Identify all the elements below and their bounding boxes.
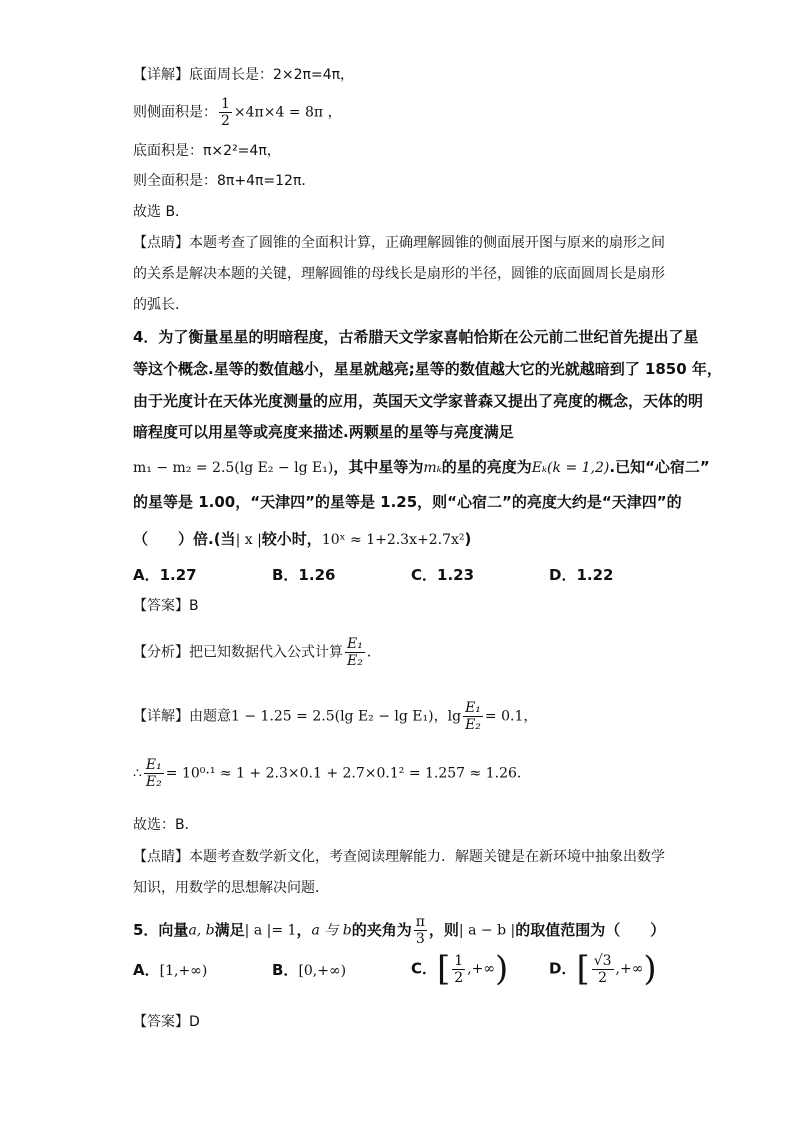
q4-text: .已知“心宿二” [609, 458, 710, 476]
analysis-tag: 【分析】 [133, 644, 189, 661]
frac-den: E₂ [347, 653, 363, 669]
fraction [463, 700, 483, 733]
frac-num: E₁ [347, 636, 363, 652]
q5-math: | a − b | [458, 922, 516, 939]
q5-stem [133, 914, 665, 947]
q5-option-b [272, 963, 346, 978]
option-label: C． [411, 959, 438, 978]
option-value: [0,+∞) [298, 963, 347, 979]
q4-text: ) [464, 530, 472, 548]
answer-tag: 【答案】 [133, 598, 189, 614]
detail-text: 由题意 [189, 708, 231, 725]
q3-total-area-line: 则全面积是：8π+4π=12π． [133, 173, 316, 189]
option-value: ,+∞ [467, 961, 496, 977]
analysis-end: ． [366, 644, 381, 661]
answer-value: B [189, 598, 199, 614]
q4-math: Eₖ(k = 1,2) [531, 460, 610, 476]
q4-text: （ ）倍.(当 [133, 530, 236, 548]
q5-text: 满足 [214, 921, 245, 939]
q4-option-a: A．1.27 [133, 566, 197, 584]
q4-stem-line4: 暗程度可以用星等或亮度来描述.两颗星的星等与亮度满足 [133, 423, 514, 441]
q3-side-area-line [133, 96, 342, 129]
option-label: B． [272, 961, 299, 979]
q4-math: mₖ [423, 460, 442, 476]
therefore-symbol: ∴ [133, 765, 142, 782]
q3-detail-text: 底面周长是：2×2π=4π， [189, 67, 355, 83]
detail-formula: 1 − 1.25 = 2.5(lg E₂ − lg E₁) [231, 708, 434, 725]
q4-option-b: B．1.26 [272, 566, 336, 584]
q5-option-a [133, 963, 207, 978]
q3-choose-line: 故选 B． [133, 204, 190, 220]
frac-num: 1 [454, 952, 464, 969]
fraction [452, 953, 465, 986]
frac-den: E₂ [465, 717, 481, 733]
q4-stem-line1: 4．为了衡量星星的明暗程度，古希腊天文学家喜帕恰斯在公元前二世纪首先提出了星 [133, 328, 699, 346]
q3-side-area-formula: ×4π×4 = 8π ， [233, 104, 342, 121]
q4-detail-line2 [133, 757, 531, 790]
q5-math: | a |= 1 [244, 922, 297, 939]
q5-option-c [411, 949, 509, 989]
frac-num: π [415, 914, 425, 930]
q4-stem-line5 [133, 460, 710, 475]
q4-option-c: C．1.23 [411, 566, 475, 584]
comment-tag: 【点睛】 [133, 849, 189, 865]
q3-side-area-label: 则侧面积是： [133, 104, 217, 121]
q4-math: | x | [235, 532, 262, 548]
frac-den: 3 [415, 931, 425, 947]
q5-text: 的取值范围为（ ） [515, 921, 666, 939]
right-paren: ) [495, 949, 509, 989]
answer-tag: 【答案】 [133, 1014, 189, 1030]
q3-comment-line2: 的关系是解决本题的关键，理解圆锥的母线长是扇形的半径，圆锥的底面圆周长是扇形 [133, 266, 665, 282]
frac-den: 2 [454, 969, 464, 986]
q4-analysis-line [133, 636, 381, 669]
answer-value: D [189, 1014, 200, 1030]
q4-option-d: D．1.22 [549, 566, 614, 584]
q3-comment-line3: 的弧长． [133, 297, 189, 313]
frac-den: 2 [221, 113, 230, 129]
frac-num: √3 [593, 952, 612, 969]
q5-text: ，则 [428, 921, 459, 939]
frac-num: E₁ [145, 757, 162, 773]
q5-text: ， [296, 921, 312, 939]
analysis-text: 把已知数据代入公式计算 [189, 644, 343, 661]
q4-comment-line1 [133, 850, 665, 864]
option-value: [1,+∞) [159, 963, 208, 979]
comment-text: 本题考查数学新文化，考查阅读理解能力．解题关键是在新环境中抽象出数学 [189, 849, 665, 865]
q5-answer-line [133, 1015, 200, 1029]
q4-text: 的星的亮度为 [441, 458, 532, 476]
q5-math: a 与 b [311, 922, 352, 939]
detail-end: ． [516, 765, 531, 782]
left-bracket: [ [437, 949, 451, 989]
q4-text: 较小时， [261, 530, 322, 548]
q3-detail-line [133, 68, 354, 82]
q5-text: 5．向量 [133, 921, 189, 939]
left-bracket: [ [576, 949, 590, 989]
fraction [144, 757, 164, 790]
detail-formula: = 0.1， [484, 708, 538, 725]
q4-stem-line7 [133, 532, 471, 547]
q4-formula: m₁ − m₂ = 2.5(lg E₂ − lg E₁) [133, 460, 334, 476]
frac-den: 2 [598, 969, 608, 986]
q4-answer-line [133, 599, 199, 613]
q4-stem-line6: 的星等是 1.00，“天津四”的星等是 1.25，则“心宿二”的亮度大约是“天津四”的 [133, 493, 682, 511]
fraction [414, 914, 427, 947]
comment-text: 本题考查了圆锥的全面积计算，正确理解圆锥的侧面展开图与原来的扇形之间 [189, 235, 665, 251]
option-label: D． [549, 959, 577, 978]
fraction [345, 636, 365, 669]
comment-tag: 【点睛】 [133, 235, 189, 251]
option-label: A． [133, 961, 160, 979]
detail-formula: ，lg [433, 708, 462, 725]
q4-stem-line2: 等这个概念.星等的数值越小，星星就越亮;星等的数值越大它的光就越暗到了 1850 年， [133, 360, 722, 378]
q3-comment-line1 [133, 236, 665, 250]
fraction [219, 96, 232, 129]
detail-tag: 【详解】 [133, 67, 189, 83]
fraction [592, 953, 614, 986]
q4-detail-line1 [133, 700, 537, 733]
option-value: ,+∞ [615, 961, 644, 977]
frac-den: E₂ [145, 774, 162, 790]
q4-stem-line3: 由于光度计在天体光度测量的应用，英国天文学家普森又提出了亮度的概念，天体的明 [133, 392, 704, 410]
q4-math: 10ˣ ≈ 1+2.3x+2.7x² [321, 532, 465, 548]
q5-math: a, b [188, 922, 215, 939]
q5-text: 的夹角为 [351, 921, 412, 939]
frac-num: E₁ [465, 700, 481, 716]
detail-formula: = 10⁰·¹ ≈ 1 + 2.3×0.1 + 2.7×0.1² = 1.257 ≈ 1.26 [165, 765, 517, 782]
q4-choose-line: 故选：B． [133, 817, 199, 833]
right-paren: ) [643, 949, 657, 989]
q4-text: ，其中星等为 [333, 458, 424, 476]
q3-base-area-line: 底面积是：π×2²=4π， [133, 143, 281, 159]
q4-comment-line2: 知识，用数学的思想解决问题． [133, 880, 329, 896]
q5-option-d [549, 949, 657, 989]
frac-num: 1 [221, 96, 230, 112]
detail-tag: 【详解】 [133, 708, 189, 725]
